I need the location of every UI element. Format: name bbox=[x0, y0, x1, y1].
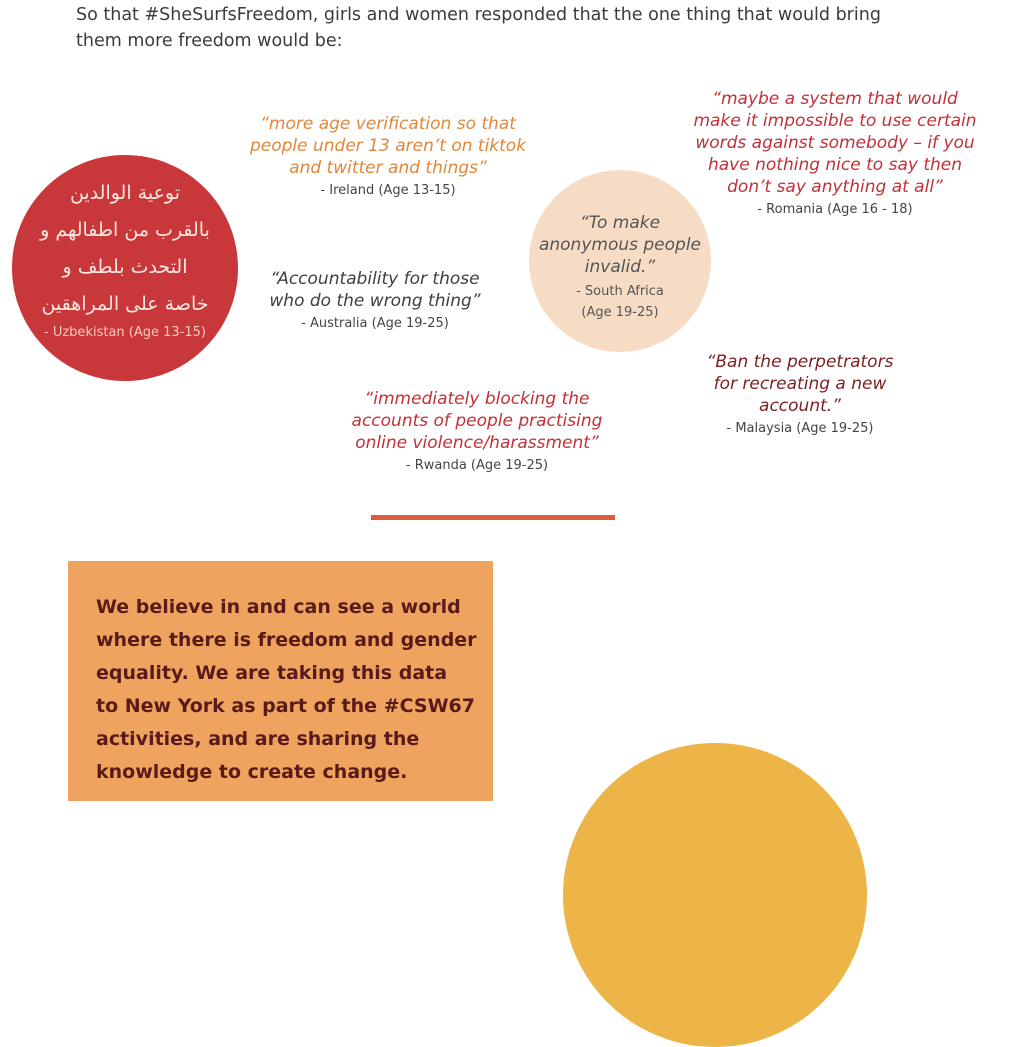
callout-line: We believe in and can see a world bbox=[96, 596, 461, 618]
quote-line: don’t say anything at all” bbox=[727, 177, 943, 197]
quote-text-south-africa bbox=[529, 212, 711, 278]
quote-line: people under 13 aren’t on tiktok bbox=[249, 136, 527, 156]
attribution-australia: - Australia (Age 19-25) bbox=[301, 316, 449, 331]
attribution-romania: - Romania (Age 16 - 18) bbox=[757, 202, 913, 217]
attribution-uzbekistan: - Uzbekistan (Age 13-15) bbox=[44, 325, 206, 340]
quote-line: online violence/harassment” bbox=[355, 433, 599, 453]
quote-romania bbox=[680, 88, 990, 219]
quote-rwanda bbox=[332, 388, 622, 475]
callout-line: knowledge to create change. bbox=[96, 761, 408, 783]
attribution-rwanda: - Rwanda (Age 19-25) bbox=[405, 458, 549, 473]
attribution-ireland: - Ireland (Age 13-15) bbox=[320, 183, 456, 198]
quote-line: “Accountability for those bbox=[270, 269, 480, 289]
quote-text-rwanda bbox=[332, 388, 622, 454]
quote-line: “To make bbox=[579, 213, 661, 233]
callout-line: where there is freedom and gender bbox=[96, 629, 477, 651]
quote-line: “maybe a system that would bbox=[712, 89, 958, 109]
callout-line: activities, and are sharing the bbox=[96, 728, 420, 750]
quote-line: توعية الوالدين bbox=[69, 182, 181, 204]
intro-line-2: them more freedom would be: bbox=[76, 31, 343, 51]
attribution-line: (Age 19-25) bbox=[581, 305, 659, 320]
quote-line: “immediately blocking the bbox=[364, 389, 590, 409]
callout-line: equality. We are taking this data bbox=[96, 662, 448, 684]
quote-australia bbox=[255, 268, 495, 333]
quote-text-uzbekistan bbox=[12, 175, 238, 323]
quote-line: بالقرب من اطفالهم و bbox=[40, 219, 210, 241]
section-divider bbox=[371, 515, 615, 520]
quote-line: and twitter and things” bbox=[289, 158, 487, 178]
callout-text bbox=[96, 591, 476, 789]
quote-text-malaysia bbox=[695, 351, 905, 417]
intro-text bbox=[76, 2, 936, 54]
attribution-line: - South Africa bbox=[576, 284, 664, 299]
quote-line: invalid.” bbox=[584, 257, 656, 277]
quote-line: for recreating a new bbox=[713, 374, 887, 394]
quote-line: words against somebody – if you bbox=[695, 133, 975, 153]
callout-line: to New York as part of the #CSW67 bbox=[96, 695, 475, 717]
quote-line: who do the wrong thing” bbox=[269, 291, 481, 311]
quote-text-australia bbox=[255, 268, 495, 312]
quote-line: have nothing nice to say then bbox=[707, 155, 962, 175]
quote-text-romania bbox=[680, 88, 990, 198]
quote-line: accounts of people practising bbox=[351, 411, 603, 431]
attribution-south-africa bbox=[529, 281, 711, 323]
quote-line: خاصة على المراهقين bbox=[41, 293, 209, 315]
callout-box bbox=[68, 561, 493, 801]
quote-line: التحدث بلطف و bbox=[62, 256, 188, 278]
quote-line: “more age verification so that bbox=[260, 114, 516, 134]
quote-circle-uzbekistan bbox=[12, 155, 238, 381]
quote-line: make it impossible to use certain bbox=[693, 111, 977, 131]
quote-line: anonymous people bbox=[538, 235, 702, 255]
decorative-yellow-circle bbox=[563, 743, 867, 1047]
quote-line: “Ban the perpetrators bbox=[706, 352, 894, 372]
attribution-malaysia: - Malaysia (Age 19-25) bbox=[726, 421, 874, 436]
quote-malaysia bbox=[695, 351, 905, 438]
quote-text-ireland bbox=[238, 113, 538, 179]
intro-line-1: So that #SheSurfsFreedom, girls and women responded that the one thing that would bring bbox=[76, 5, 881, 25]
quote-line: account.” bbox=[759, 396, 841, 416]
quote-ireland bbox=[238, 113, 538, 200]
